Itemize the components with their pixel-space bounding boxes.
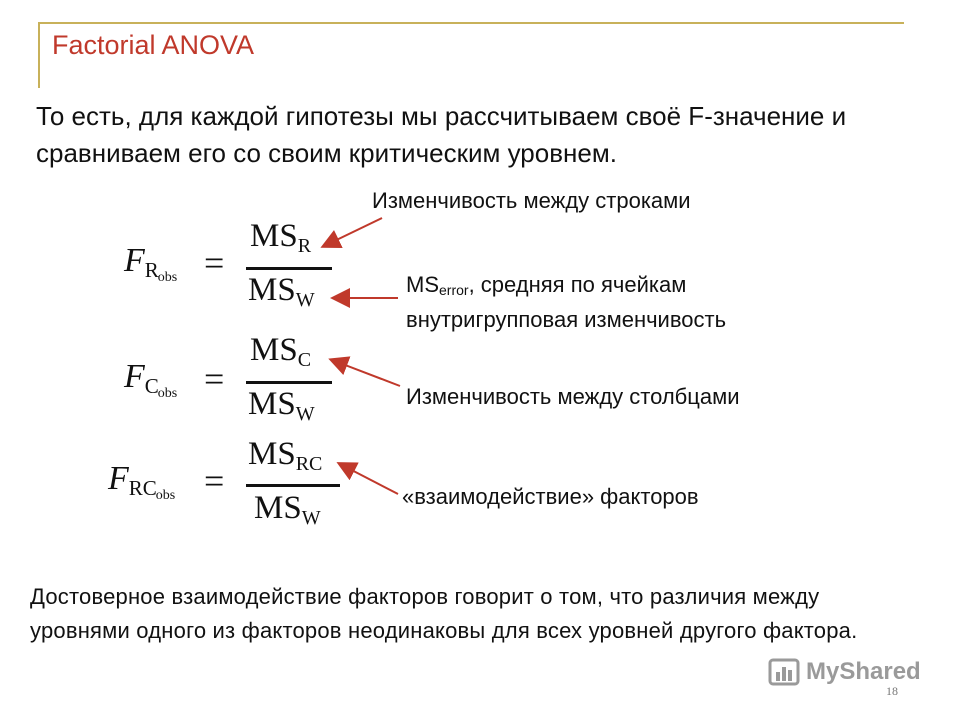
page-number: 18 <box>886 684 898 698</box>
slide-title: Factorial ANOVA <box>52 30 255 60</box>
intro-text: То есть, для каждой гипотезы мы рассчитываем своё F-значение и сравниваем его со своим критическим уровнем. <box>36 101 847 168</box>
lhs-sub: RC <box>128 476 157 500</box>
ms-error-line2: внутригрупповая изменчивость <box>406 307 727 332</box>
label-cols-variability: Изменчивость между столбцами <box>406 384 740 409</box>
lhs-sub2: obs <box>155 488 176 503</box>
lhs-f: F <box>108 460 129 497</box>
den-ms: MS <box>254 490 302 526</box>
lhs-sub2: obs <box>157 270 178 285</box>
lhs-sub2: obs <box>157 386 178 401</box>
num-ms: MS <box>250 332 298 368</box>
conclusion-text: Достоверное взаимодействие факторов говорит о том, что различия между уровнями одного из факторов неодинаковы для всех уровней другого фактора. <box>30 584 858 643</box>
num-ms: MS <box>248 436 296 472</box>
den-sub: W <box>295 289 315 311</box>
den-ms: MS <box>248 272 296 308</box>
watermark-chart-icon <box>768 656 802 690</box>
lhs-sub: C <box>144 374 159 398</box>
num-sub: C <box>297 349 312 371</box>
ms-error-prefix: MS <box>406 272 439 297</box>
arrow-interaction <box>340 464 398 494</box>
label-rows-variability: Изменчивость между строками <box>372 188 691 213</box>
den-ms: MS <box>248 386 296 422</box>
ms-error-sub: error <box>439 282 469 298</box>
watermark <box>768 652 928 692</box>
lhs-f: F <box>124 242 145 279</box>
equals-sign: = <box>204 243 225 283</box>
den-sub: W <box>301 507 321 529</box>
num-ms: MS <box>250 218 298 254</box>
arrow-rows <box>324 218 382 246</box>
watermark-text: MyShared <box>806 658 921 685</box>
den-sub: W <box>295 403 315 425</box>
equals-sign: = <box>204 461 225 501</box>
num-sub: RC <box>295 453 323 475</box>
lhs-sub: R <box>144 258 159 282</box>
label-interaction: «взаимодействие» факторов <box>402 484 699 509</box>
arrow-cols <box>332 360 400 386</box>
lhs-f: F <box>124 358 145 395</box>
equals-sign: = <box>204 359 225 399</box>
ms-error-rest: , средняя по ячейкам <box>468 272 687 297</box>
num-sub: R <box>297 235 312 257</box>
